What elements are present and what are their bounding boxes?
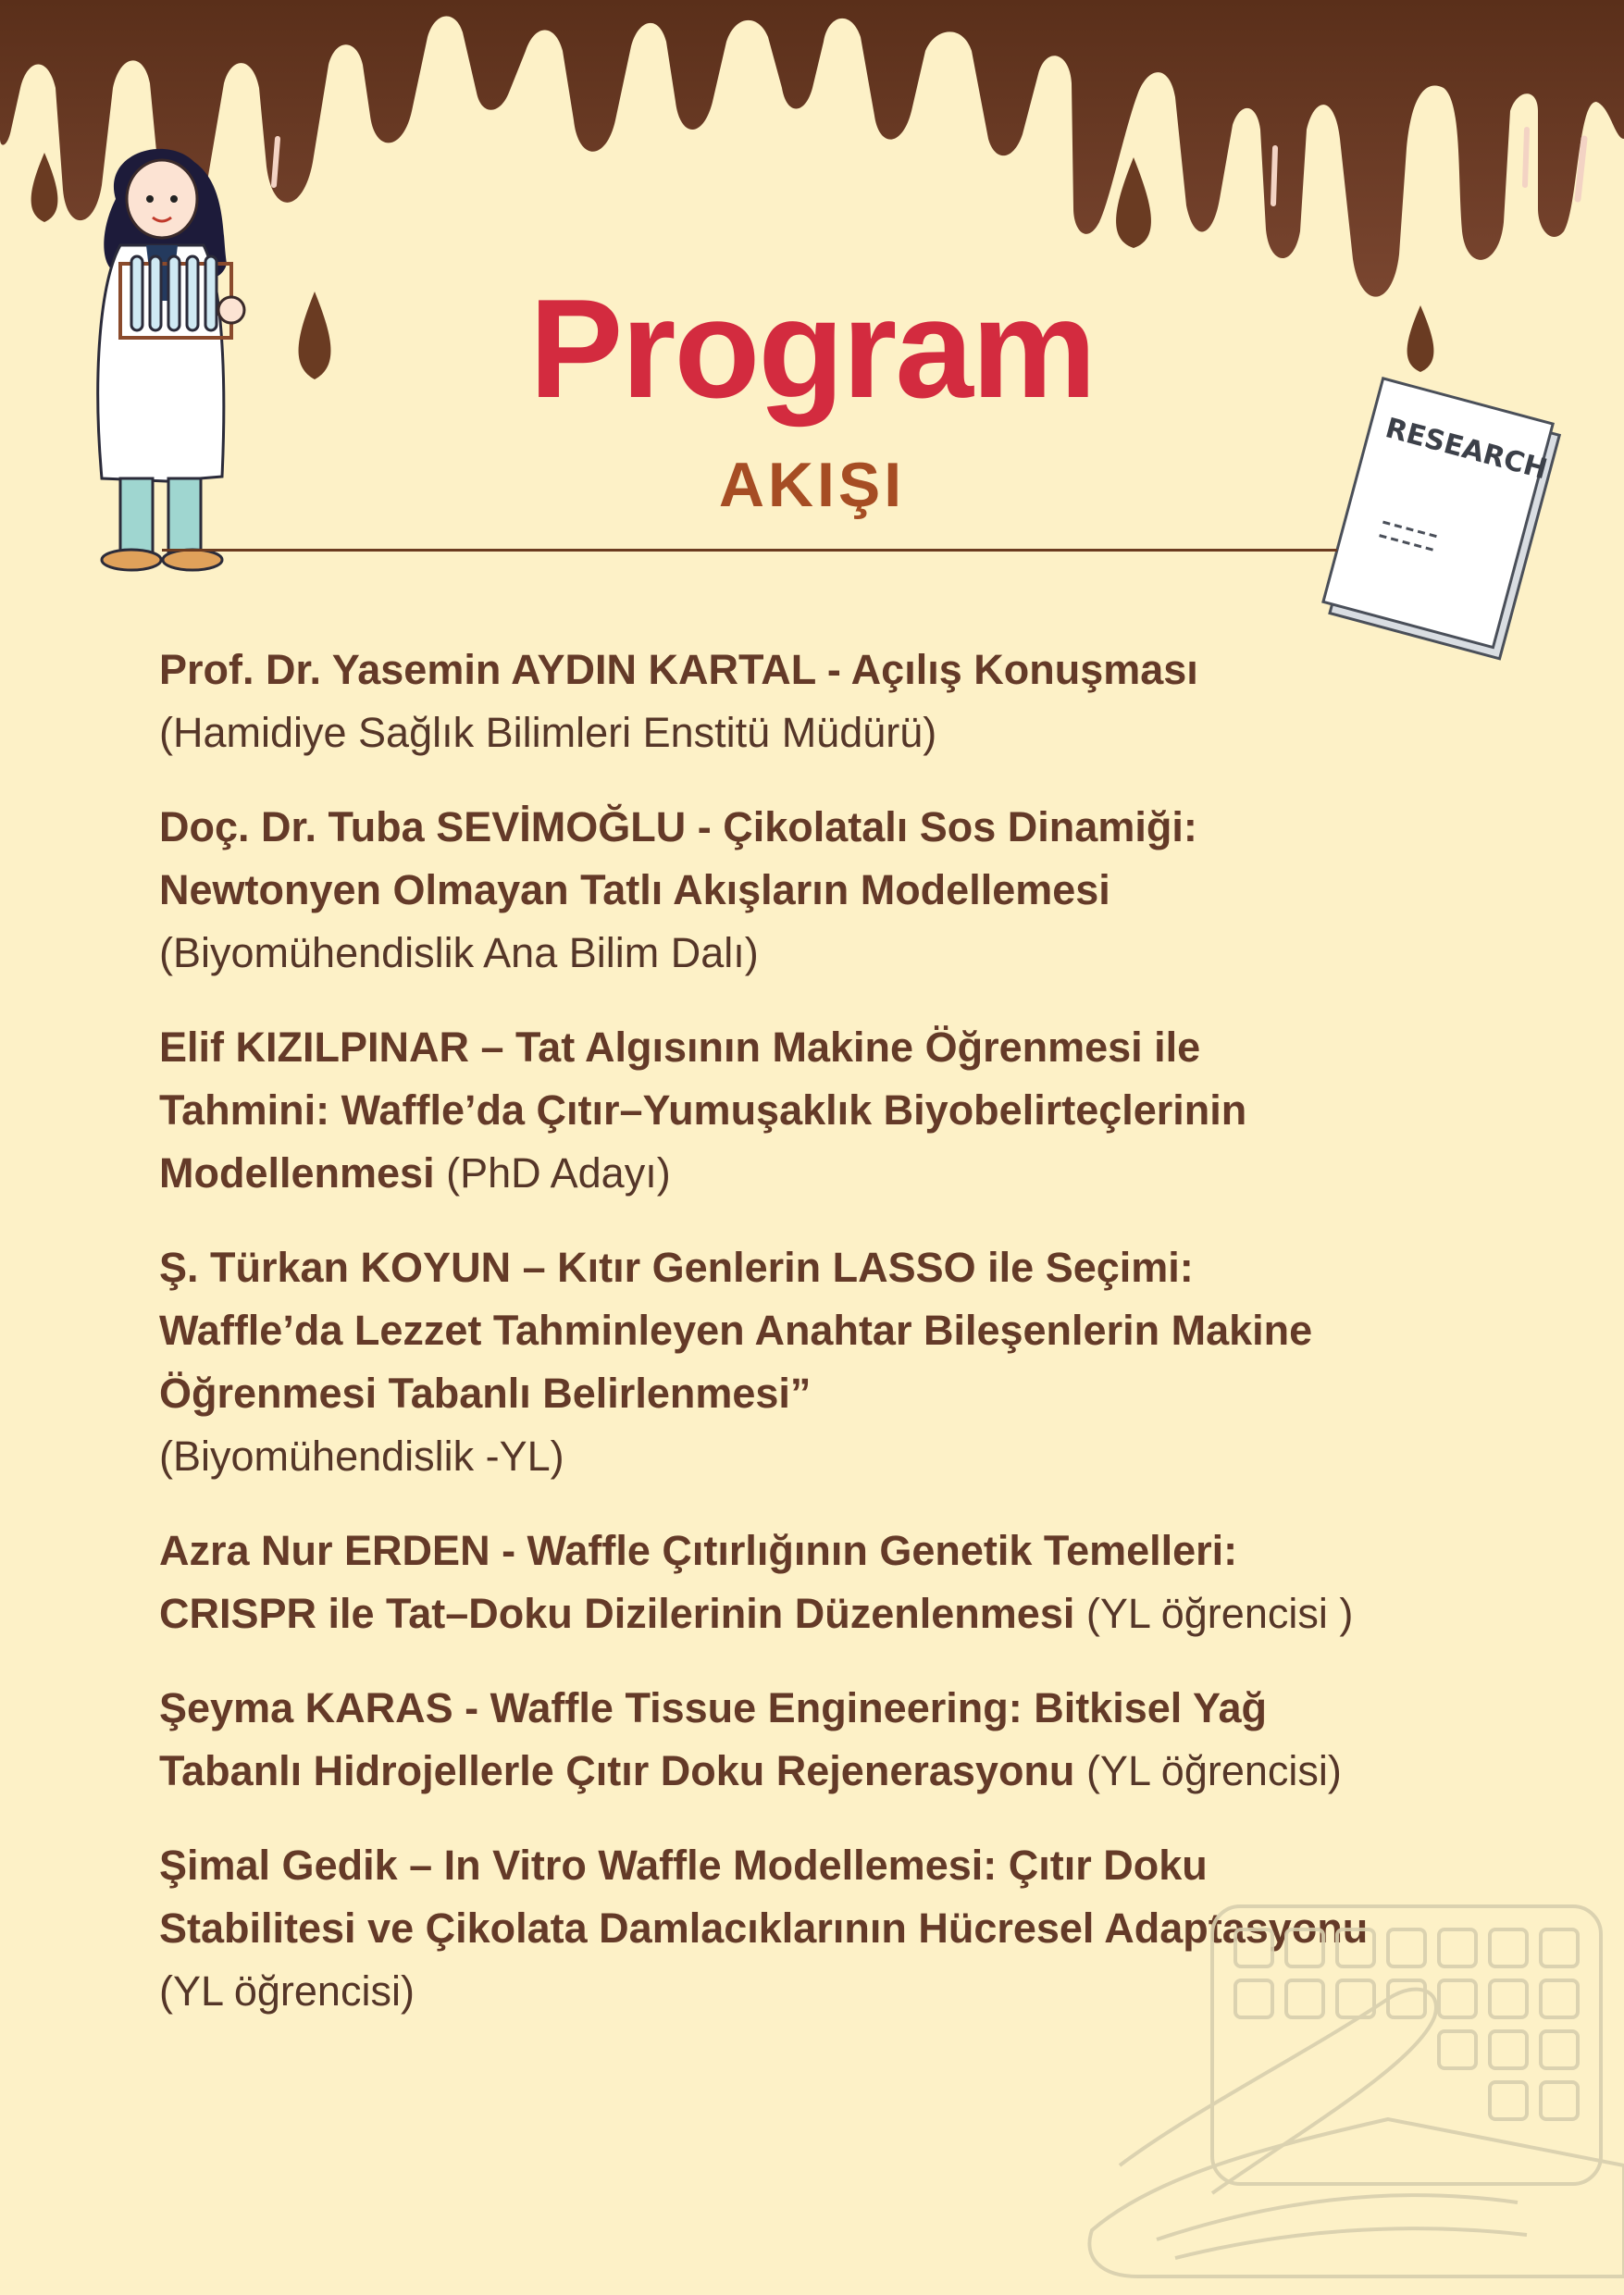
program-affiliation: (YL öğrencisi) xyxy=(159,1967,415,2015)
program-affiliation: (YL öğrencisi) xyxy=(1085,1747,1342,1794)
program-speaker-title: Elif KIZILPINAR – Tat Algısının Makine Öğrenmesi ile Tahmini: Waffle’da Çıtır–Yumuşaklık Biyobelirteçlerinin Modellenmesi xyxy=(159,1023,1247,1197)
program-item xyxy=(159,796,1371,985)
title-divider xyxy=(162,549,1337,552)
program-item xyxy=(159,1236,1371,1488)
program-affiliation: (Hamidiye Sağlık Bilimleri Enstitü Müdürü) xyxy=(159,709,937,756)
program-speaker-title: Şeyma KARAS - Waffle Tissue Engineering: Bitkisel Yağ Tabanlı Hidrojellerle Çıtır Doku Rejenerasyonu xyxy=(159,1684,1268,1794)
research-label: RESEARCH xyxy=(1382,412,1551,487)
program-speaker-title: Prof. Dr. Yasemin AYDIN KARTAL - Açılış Konuşması xyxy=(159,646,1198,693)
waffle-sketch-illustration xyxy=(1083,1888,1624,2295)
program-affiliation: (Biyomühendislik Ana Bilim Dalı) xyxy=(159,929,759,976)
program-affiliation: (PhD Adayı) xyxy=(446,1149,671,1197)
program-item xyxy=(159,1016,1371,1205)
program-item xyxy=(159,639,1371,764)
program-speaker-title: Şimal Gedik – In Vitro Waffle Modellemesi: Çıtır Doku Stabilitesi ve Çikolata Damlacıklarının Hücresel Adaptasyonu xyxy=(159,1842,1369,1952)
program-affiliation: (YL öğrencisi ) xyxy=(1085,1590,1354,1637)
page-title: Program xyxy=(528,270,1096,428)
program-speaker-title: Doç. Dr. Tuba SEVİMOĞLU - Çikolatalı Sos Dinamiği: Newtonyen Olmayan Tatlı Akışların Modellemesi xyxy=(159,803,1197,913)
program-speaker-title: Ş. Türkan KOYUN – Kıtır Genlerin LASSO ile Seçimi: Waffle’da Lezzet Tahminleyen Anahtar Bileşenlerin Makine Öğrenmesi Tabanlı Belirlenmesi” xyxy=(159,1244,1313,1417)
program-list xyxy=(159,639,1371,2054)
program-item xyxy=(159,1677,1371,1803)
program-affiliation: (Biyomühendislik -YL) xyxy=(159,1433,564,1480)
page-subtitle: AKIŞI xyxy=(718,450,906,520)
program-speaker-title: Azra Nur ERDEN - Waffle Çıtırlığının Genetik Temelleri: CRISPR ile Tat–Doku Dizilerinin Düzenlenmesi xyxy=(159,1527,1238,1637)
program-item xyxy=(159,1520,1371,1645)
